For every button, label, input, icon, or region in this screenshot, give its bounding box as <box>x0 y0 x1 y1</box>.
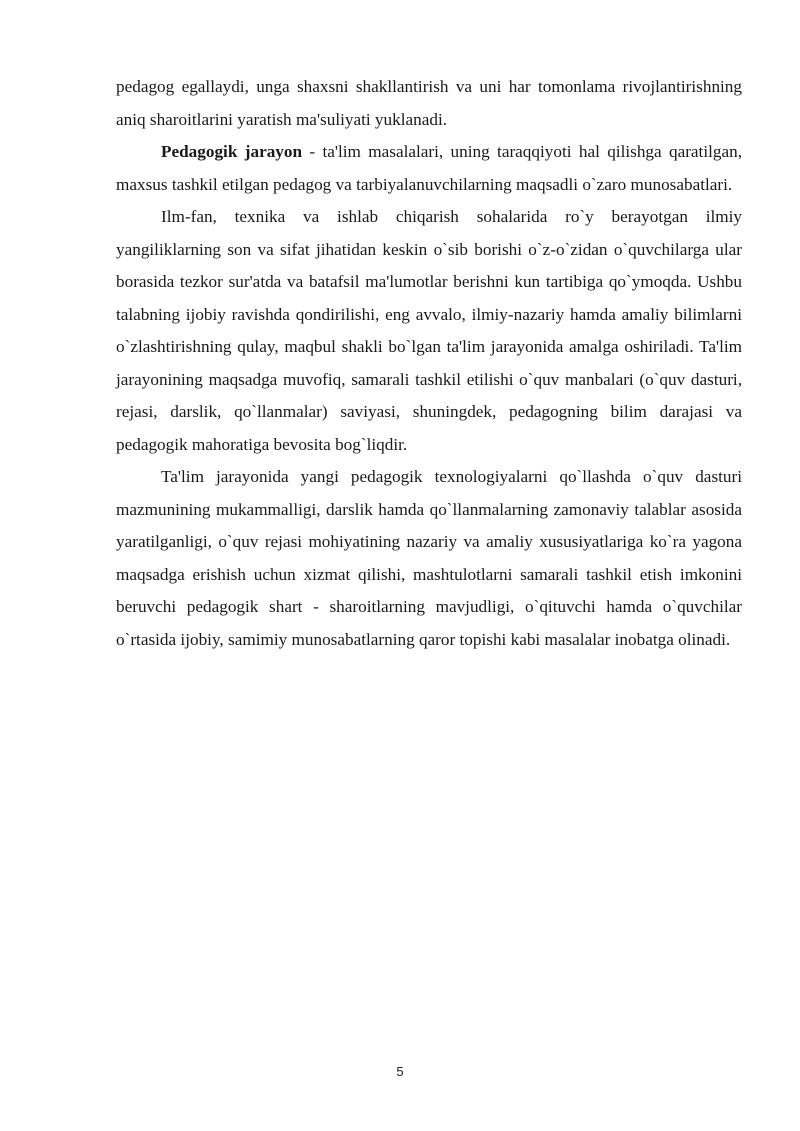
term-pedagogik-jarayon: Pedagogik jarayon <box>161 142 303 161</box>
page-number: 5 <box>396 1064 404 1079</box>
paragraph-2-definition: - ta'lim masalalari, uning taraqqiyoti hal qilishga qaratilgan, maxsus tashkil etilgan pedagog va tarbiyalanuvchilarning maqsadli o`zaro munosabatlari. <box>116 142 742 194</box>
paragraph-3: Ilm-fan, texnika va ishlab chiqarish sohalarida ro`y berayotgan ilmiy yangiliklarning son va sifat jihatidan keskin o`sib borishi o`z-o`zidan o`quvchilarga ular borasida tezkor sur'atda va batafsil ma'lumotlar berishni kun tartibiga qo`ymoqda. Ushbu talabning ijobiy ravishda qondirilishi, eng avvalo, ilmiy-nazariy hamda amaliy bilimlarni o`zlashtirishning qulay, maqbul shakli bo`lgan ta'lim jarayonida amalga oshiriladi. Ta'lim jarayonining maqsadga muvofiq, samarali tashkil etilishi o`quv manbalari (o`quv dasturi, rejasi, darslik, qo`llanmalar) saviyasi, shuningdek, pedagogning bilim darajasi va pedagogik mahoratiga bevosita bog`liqdir. <box>116 207 742 454</box>
paragraph-2 <box>116 136 742 201</box>
paragraph-4: Ta'lim jarayonida yangi pedagogik texnologiyalarni qo`llashda o`quv dasturi mazmunining mukammalligi, darslik hamda qo`llanmalarning zamonaviy talablar asosida yaratilganligi, o`quv rejasi mohiyatining nazariy va amaliy xususiyatlariga ko`ra yagona maqsadga erishish uchun xizmat qilishi, mashtulotlarni samarali tashkil etish imkonini beruvchi pedagogik shart - sharoitlarning mavjudligi, o`qituvchi hamda o`quvchilar o`rtasida ijobiy, samimiy munosabatlarning qaror topishi kabi masalalar inobatga olinadi. <box>116 467 742 649</box>
paragraph-1: pedagog egallaydi, unga shaxsni shakllantirish va uni har tomonlama rivojlantirishning aniq sharoitlarini yaratish ma'suliyati yuklanadi. <box>116 77 742 129</box>
document-body <box>116 71 742 656</box>
